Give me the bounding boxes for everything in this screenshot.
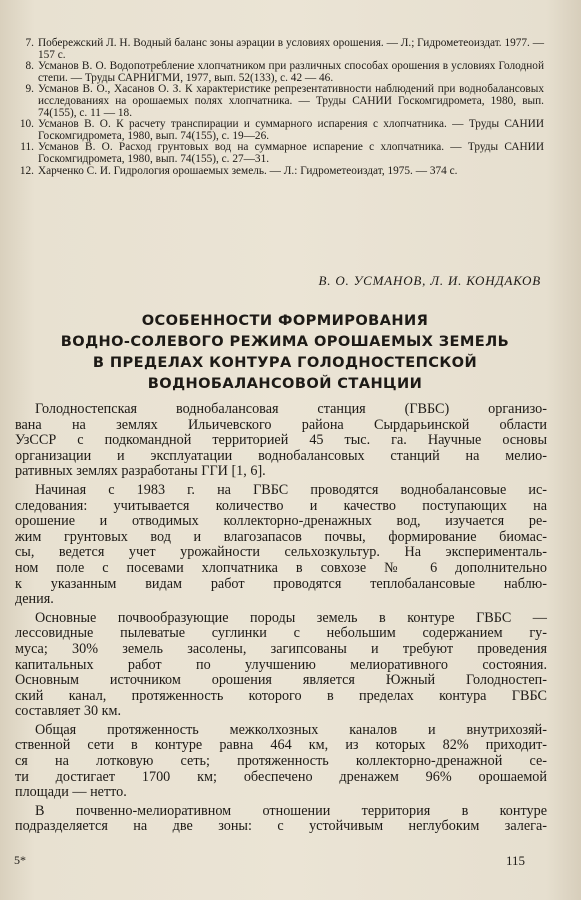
reference-list bbox=[14, 38, 544, 177]
text-line: подразделяется на две зоны: с устойчивым неглубоким залега- bbox=[15, 818, 547, 835]
text-line: жим грунтовых вод и влагозапасов почвы, формирование биомас- bbox=[15, 528, 547, 545]
text-line: ский канал, протяженность которого в пределах контура ГВБС bbox=[15, 687, 547, 704]
text-line: площади — нетто. bbox=[15, 784, 127, 801]
text-line: вана на землях Ильичевского района Сырдарьинской области bbox=[15, 416, 547, 433]
text-line: составляет 30 км. bbox=[15, 703, 122, 720]
text-line: капитальных работ по улучшению мелиоративного состояния. bbox=[15, 656, 547, 673]
reference-text: Усманов В. О. К расчету транспирации и суммарного испарения с хлопчатника. — Труды САНИИ Госкомгидромета, 1980, вып. 74(155), с. 19—26. bbox=[38, 118, 544, 142]
article-title bbox=[30, 310, 540, 394]
title-line: ОСОБЕННОСТИ ФОРМИРОВАНИЯ bbox=[141, 312, 429, 329]
reference-text: Усманов В. О., Хасанов О. З. К характеристике репрезентативности наблюдений при воднобалансовых исследованиях на орошаемых полях хлопчатника. — Труды САНИИ Госкомгидромета, 1980, вып. 74(155), с. 11 — 18. bbox=[38, 83, 544, 119]
text-line: Основные почвообразующие породы земель в контуре ГВБС — bbox=[35, 609, 547, 626]
reference-text: Усманов В. О. Водопотребление хлопчатником при различных способах орошения в условиях Голодной степи. — Труды САРНИГМИ, 1977, вып. 52(133), с. 42 — 46. bbox=[38, 60, 544, 84]
text-line: В почвенно-мелиоративном отношении территория в контуре bbox=[35, 802, 547, 819]
reference-item bbox=[14, 61, 544, 84]
reference-text: Усманов В. О. Расход грунтовых вод на суммарное испарение с хлопчатника. — Труды САНИИ Госкомгидромета, 1980, вып. 74(155), с. 27—31. bbox=[38, 141, 544, 165]
text-line: лессовидные пылеватые суглинки с небольшим содержанием гу- bbox=[15, 625, 547, 642]
reference-number: 7. bbox=[25, 37, 34, 49]
title-line: В ПРЕДЕЛАХ КОНТУРА ГОЛОДНОСТЕПСКОЙ bbox=[92, 354, 478, 371]
text-line: к указанным видам работ проводятся теплобалансовые наблю- bbox=[15, 575, 547, 592]
text-line: муса; 30% земель засолены, загипсованы и требуют проведения bbox=[15, 640, 547, 657]
reference-item bbox=[14, 38, 544, 61]
text-line: ти достигает 1700 км; обеспечено дренажем 96% орошаемой bbox=[15, 768, 547, 785]
article-body bbox=[15, 402, 547, 838]
text-line: орошение и отводимых коллекторно-дренажных вод, изучается ре- bbox=[15, 513, 547, 530]
text-line: Начиная с 1983 г. на ГВБС проводятся воднобалансовые ис- bbox=[35, 481, 547, 498]
text-line: Голодностепская воднобалансовая станция (ГВБС) организо- bbox=[35, 401, 547, 417]
reference-number: 9. bbox=[25, 83, 34, 96]
reference-text: Харченко С. И. Гидрология орошаемых земель. — Л.: Гидрометеоиздат, 1975. — 374 с. bbox=[38, 164, 458, 177]
reference-item bbox=[14, 84, 544, 119]
text-line: ственной сети в контуре равна 464 км, из которых 82% приходит- bbox=[15, 737, 547, 754]
reference-item bbox=[14, 166, 544, 178]
text-line: УзССР с подкомандной территорией 45 тыс. га. Научные основы bbox=[15, 432, 547, 449]
text-line: дения. bbox=[15, 591, 54, 608]
body-paragraph bbox=[15, 723, 547, 801]
article-authors: В. О. УСМАНОВ, Л. И. КОНДАКОВ bbox=[318, 273, 541, 288]
body-paragraph bbox=[15, 804, 547, 835]
text-line: ном поле с посевами хлопчатника в совхозе № 6 дополнительно bbox=[15, 559, 547, 576]
reference-text: Побережский Л. Н. Водный баланс зоны аэрации в условиях орошения. — Л.; Гидрометеоиздат. 1977. — 157 с. bbox=[38, 37, 544, 61]
reference-number: 12. bbox=[19, 164, 34, 177]
title-line: ВОДНО-СОЛЕВОГО РЕЖИМА ОРОШАЕМЫХ ЗЕМЕЛЬ bbox=[60, 333, 510, 350]
reference-number: 10. bbox=[19, 118, 34, 131]
text-line: Основным источником орошения является Южный Голодностеп- bbox=[15, 672, 547, 689]
text-line: следования: учитывается количество и качество поступающих на bbox=[15, 497, 547, 514]
text-line: ративных землях разработаны ГГИ [1, 6]. bbox=[15, 463, 266, 480]
reference-number: 8. bbox=[25, 60, 34, 73]
reference-item bbox=[14, 142, 544, 165]
text-line: сы, ведется учет урожайности сельхозкультур. На эксперименталь- bbox=[15, 544, 547, 561]
reference-item bbox=[14, 119, 544, 142]
text-line: ся на лотковую сеть; протяженность коллекторно-дренажной се- bbox=[15, 753, 547, 770]
body-paragraph bbox=[15, 611, 547, 720]
reference-number: 11. bbox=[20, 141, 34, 154]
page-number: 115 bbox=[506, 853, 526, 868]
body-paragraph bbox=[15, 402, 547, 480]
body-paragraph bbox=[15, 483, 547, 608]
signature-mark: 5* bbox=[14, 853, 26, 867]
text-line: Общая протяженность межколхозных каналов и внутрихозяй- bbox=[35, 721, 547, 738]
title-line: ВОДНОБАЛАНСОВОЙ СТАНЦИИ bbox=[147, 375, 423, 392]
text-line: организации и эксплуатации воднобалансовых станций на мелио- bbox=[15, 447, 547, 464]
